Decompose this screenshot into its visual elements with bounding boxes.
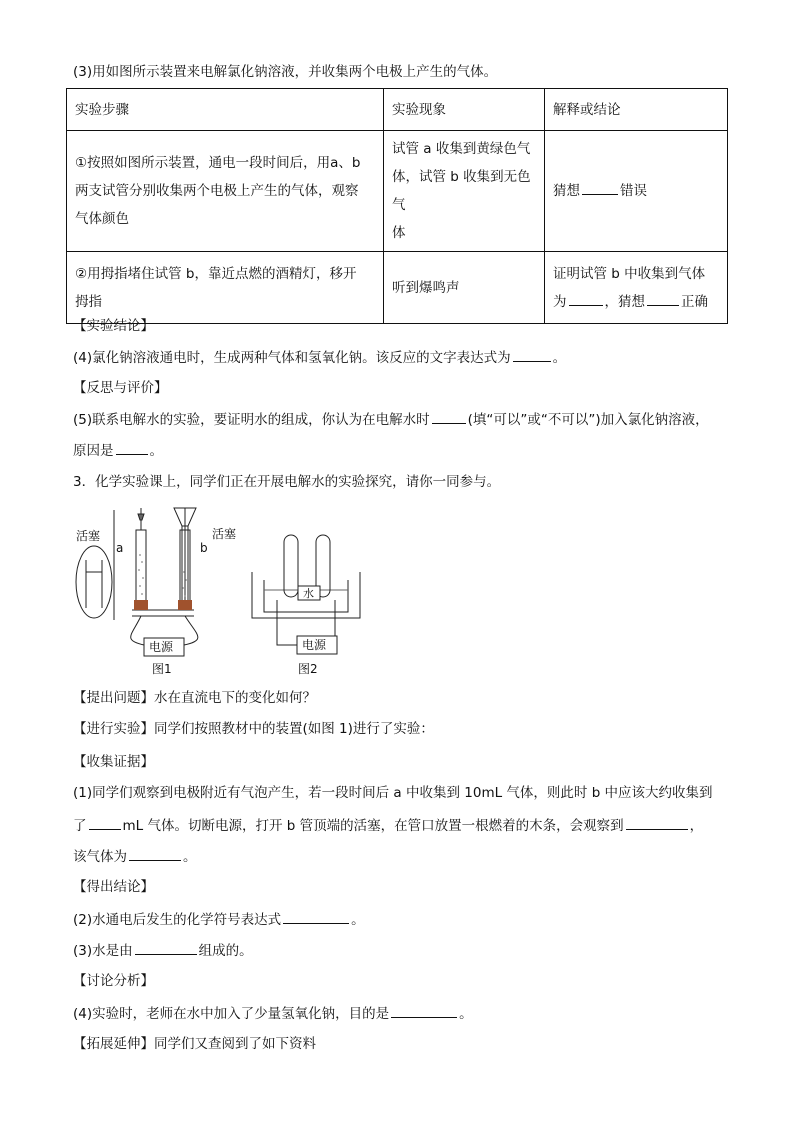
row1-conclusion — [545, 131, 728, 252]
r3-line — [73, 940, 253, 961]
heading-result: 【得出结论】 — [73, 879, 154, 895]
r2-post: 。 — [351, 912, 365, 928]
answer-blank[interactable] — [626, 815, 688, 830]
row1-step — [67, 131, 384, 252]
answer-blank[interactable] — [283, 909, 349, 924]
q2-part3-intro: (3)用如图所示装置来电解氯化钠溶液，并收集两个电极上产生的气体。 — [73, 64, 498, 80]
heading-evidence: 【收集证据】 — [73, 754, 154, 770]
answer-blank[interactable] — [582, 180, 618, 195]
answer-blank[interactable] — [569, 291, 603, 306]
row2-concl-c: 正确 — [681, 293, 708, 310]
caption-figure1: 图1 — [152, 662, 172, 676]
label-power-2: 电源 — [302, 638, 327, 652]
r3-pre: (3)水是由 — [73, 943, 133, 959]
q4-post: 。 — [552, 350, 567, 366]
answer-blank[interactable] — [432, 409, 466, 424]
answer-blank[interactable] — [647, 291, 679, 306]
q5-pre: (5)联系电解水的实验，要证明水的组成，你认为在电解水时 — [73, 412, 430, 428]
answer-blank[interactable] — [513, 347, 551, 362]
answer-blank[interactable] — [116, 440, 148, 455]
answer-blank[interactable] — [89, 815, 121, 830]
q5-line1 — [73, 409, 709, 430]
row1-phen-line1: 试管 a 收集到黄绿色气 — [392, 141, 531, 157]
row1-step-line1: ①按照如图所示装置，通电一段时间后，用a、b — [75, 155, 361, 171]
table-row — [67, 252, 728, 324]
table-header-row — [67, 89, 728, 131]
row2-step-line2: 拇指 — [75, 293, 102, 310]
electrode-left — [134, 600, 148, 610]
d4-pre: (4)实验时，老师在水中加入了少量氢氧化钠，目的是 — [73, 1006, 390, 1022]
row2-conclusion — [545, 252, 728, 324]
header-phenomena: 实验现象 — [384, 89, 545, 131]
heading-conclusion: 【实验结论】 — [73, 318, 154, 334]
caption-figure2: 图2 — [298, 662, 318, 676]
r2-line — [73, 909, 365, 930]
row2-concl-line1: 证明试管 b 中收集到气体 — [553, 265, 706, 282]
table-row — [67, 131, 728, 252]
row2-step — [67, 252, 384, 324]
e1-l3-a: 该气体为 — [73, 849, 127, 865]
header-conclusion: 解释或结论 — [545, 89, 728, 131]
e1-line2 — [73, 815, 703, 836]
e1-l2-a: 了 — [73, 818, 87, 834]
row2-step-line1: ②用拇指堵住试管 b，靠近点燃的酒精灯，移开 — [75, 265, 357, 282]
r2-pre: (2)水通电后发生的化学符号表达式 — [73, 912, 282, 928]
e1-line1: (1)同学们观察到电极附近有气泡产生，若一段时间后 a 中收集到 10mL 气体，则此时 b 中应该大约收集到 — [73, 785, 713, 801]
answer-blank[interactable] — [129, 846, 181, 861]
q5-mid: (填“可以”或“不可以”)加入氯化钠溶液， — [467, 412, 709, 428]
d4-post: 。 — [459, 1006, 473, 1022]
header-steps: 实验步骤 — [67, 89, 384, 131]
row1-phen-line2: 体，试管 b 收集到无色气 — [392, 169, 531, 213]
row1-phen-line3: 体 — [392, 225, 406, 241]
row1-concl-post: 错误 — [620, 183, 647, 199]
heading-discussion: 【讨论分析】 — [73, 973, 154, 989]
answer-blank[interactable] — [391, 1003, 457, 1018]
row2-concl-b: ，猜想 — [604, 293, 645, 310]
label-water: 水 — [303, 587, 314, 600]
row2-phenomenon: 听到爆鸣声 — [384, 252, 545, 324]
row1-concl-pre: 猜想 — [553, 183, 580, 199]
experiment-table — [66, 88, 728, 324]
label-b: b — [200, 541, 208, 555]
heading-reflection: 【反思与评价】 — [73, 380, 168, 396]
extension-line: 【拓展延伸】同学们又查阅到了如下资料 — [73, 1036, 316, 1052]
row1-step-line2: 两支试管分别收集两个电极上产生的气体，观察 — [75, 183, 359, 199]
e1-line3 — [73, 846, 197, 867]
q5-l2-post: 。 — [149, 443, 163, 459]
ask-question: 【提出问题】水在直流电下的变化如何？ — [73, 690, 316, 706]
label-stopcock-left: 活塞 — [76, 529, 101, 543]
row2-concl-line2 — [553, 288, 719, 316]
row2-concl-a: 为 — [553, 293, 567, 310]
label-power-1: 电源 — [149, 640, 174, 654]
label-stopcock-right: 活塞 — [212, 527, 237, 541]
row1-phenomenon — [384, 131, 545, 252]
do-experiment: 【进行实验】同学们按照教材中的装置(如图 1)进行了实验： — [73, 721, 434, 737]
q5-l2-pre: 原因是 — [73, 443, 114, 459]
answer-blank[interactable] — [135, 940, 197, 955]
e1-l3-b: 。 — [183, 849, 197, 865]
q5-line2 — [73, 440, 163, 461]
electrolysis-figures — [72, 500, 372, 685]
magnifier-inset — [76, 546, 112, 618]
r3-post: 组成的。 — [198, 943, 253, 959]
d4-line — [73, 1003, 473, 1024]
e1-l2-b: mL 气体。切断电源，打开 b 管顶端的活塞，在管口放置一根燃着的木条，会观察到 — [122, 818, 624, 834]
q4-pre: (4)氯化钠溶液通电时，生成两种气体和氢氧化钠。该反应的文字表达式为 — [73, 350, 511, 366]
e1-l2-c: ， — [689, 818, 704, 834]
electrode-right — [178, 600, 192, 610]
q4-line — [73, 347, 566, 368]
row1-step-line3: 气体颜色 — [75, 211, 129, 227]
label-a: a — [116, 541, 124, 555]
q3-intro: 3．化学实验课上，同学们正在开展电解水的实验探究，请你一同参与。 — [73, 474, 501, 490]
